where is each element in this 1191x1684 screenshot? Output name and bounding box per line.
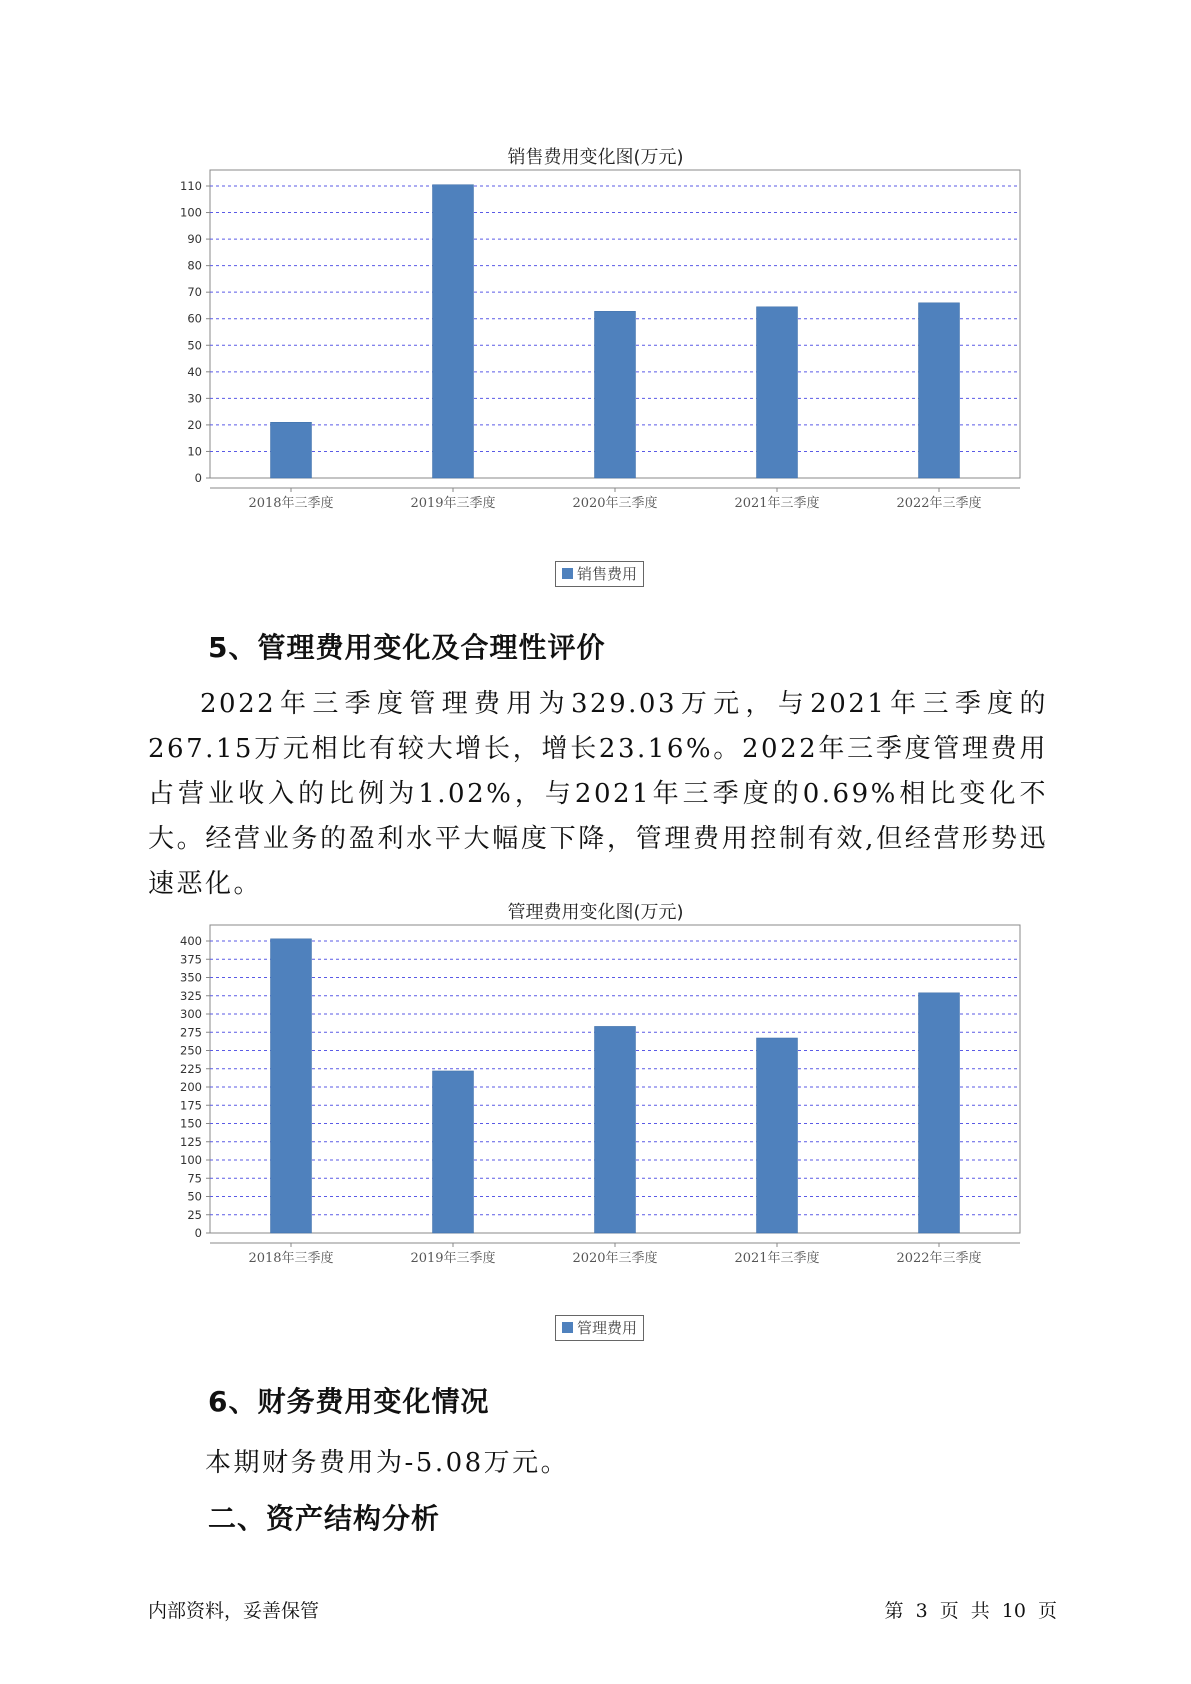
y-tick-label: 75	[187, 1171, 202, 1186]
y-tick-label: 110	[180, 179, 202, 193]
y-tick-label: 20	[187, 417, 202, 432]
y-tick-label: 10	[187, 444, 202, 459]
y-tick-label: 200	[180, 1080, 202, 1094]
x-tick-label: 2019年三季度	[410, 1251, 496, 1266]
bar	[757, 307, 798, 478]
y-tick-label: 225	[180, 1061, 202, 1076]
legend-swatch	[562, 1322, 573, 1333]
bar	[271, 422, 312, 478]
y-tick-label: 100	[180, 1153, 202, 1167]
bar	[595, 1026, 636, 1233]
x-tick-label: 2018年三季度	[248, 1251, 334, 1266]
chart-title-sales: 销售费用变化图(万元)	[507, 147, 684, 168]
y-tick-label: 300	[180, 1007, 202, 1021]
y-tick-label: 60	[187, 311, 202, 326]
bar	[433, 185, 474, 478]
chart-legend-sales	[555, 561, 644, 587]
y-tick-label: 90	[187, 232, 202, 247]
x-tick-label: 2020年三季度	[572, 496, 658, 511]
section5-heading: 5、管理费用变化及合理性评价	[208, 631, 606, 664]
bar	[433, 1071, 474, 1233]
section-two-heading: 二、资产结构分析	[208, 1502, 441, 1535]
chart-legend-admin	[555, 1315, 644, 1341]
y-tick-label: 275	[180, 1025, 202, 1040]
x-tick-label: 2019年三季度	[410, 496, 496, 511]
x-tick-label: 2022年三季度	[896, 1251, 982, 1266]
x-tick-label: 2022年三季度	[896, 496, 982, 511]
y-tick-label: 0	[194, 471, 202, 485]
y-tick-label: 150	[180, 1116, 202, 1131]
x-tick-label: 2021年三季度	[734, 496, 820, 511]
y-tick-label: 0	[194, 1226, 202, 1240]
y-tick-label: 250	[180, 1043, 202, 1058]
footer-page-number: 第 3 页 共 10 页	[884, 1600, 1057, 1622]
bar	[919, 993, 960, 1233]
y-tick-label: 125	[180, 1134, 202, 1149]
y-tick-label: 70	[187, 285, 202, 300]
y-tick-label: 50	[187, 338, 202, 353]
y-tick-label: 80	[187, 258, 202, 273]
chart-title-admin: 管理费用变化图(万元)	[507, 902, 684, 923]
y-tick-label: 40	[187, 364, 202, 379]
y-tick-label: 375	[180, 952, 202, 967]
y-tick-label: 50	[187, 1189, 202, 1204]
section6-text: 本期财务费用为-5.08万元。	[205, 1448, 570, 1478]
y-tick-label: 400	[180, 934, 202, 948]
x-tick-label: 2020年三季度	[572, 1251, 658, 1266]
bar	[271, 939, 312, 1233]
bar	[595, 311, 636, 478]
section5-paragraph	[148, 682, 1048, 907]
y-tick-label: 175	[180, 1098, 202, 1113]
section6-heading: 6、财务费用变化情况	[208, 1385, 490, 1418]
section5-text: 2022年三季度管理费用为329.03万元，与2021年三季度的267.15万元相比有较大增长，增长23.16%。2022年三季度管理费用占营业收入的比例为1.02%，与2021年三季度的0.69%相比变化不大。经营业务的盈利水平大幅度下降，管理费用控制有效,但经营形势迅速恶化。	[148, 689, 1048, 899]
y-tick-label: 25	[187, 1207, 202, 1222]
y-tick-label: 100	[180, 205, 202, 220]
x-tick-label: 2018年三季度	[248, 496, 334, 511]
x-tick-label: 2021年三季度	[734, 1251, 820, 1266]
footer-confidential: 内部资料，妥善保管	[148, 1600, 320, 1622]
y-tick-label: 30	[187, 391, 202, 406]
bar	[919, 303, 960, 478]
y-tick-label: 350	[180, 970, 202, 985]
legend-swatch	[562, 568, 573, 579]
legend-label: 管理费用	[577, 1319, 638, 1337]
y-tick-label: 325	[180, 988, 202, 1003]
bar	[757, 1038, 798, 1233]
sales-expense-chart	[150, 170, 1020, 580]
admin-expense-chart	[150, 925, 1020, 1335]
legend-label: 销售费用	[577, 565, 638, 583]
